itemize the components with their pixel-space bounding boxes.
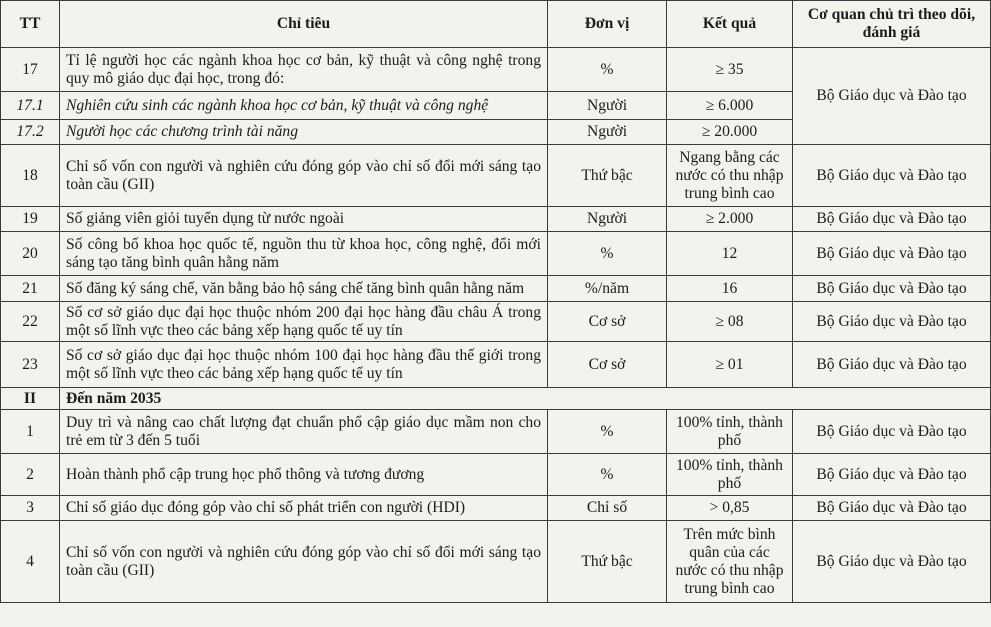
row-don-vi: % bbox=[548, 48, 667, 92]
row-chi-tieu: Số giảng viên giỏi tuyển dụng từ nước ngoài bbox=[60, 207, 548, 232]
row-ket-qua: 16 bbox=[667, 276, 793, 302]
row-don-vi: Thứ bậc bbox=[548, 521, 667, 603]
row-chi-tieu: Người học các chương trình tài năng bbox=[60, 120, 548, 145]
header-don-vi: Đơn vị bbox=[548, 1, 667, 48]
row-ket-qua: ≥ 08 bbox=[667, 302, 793, 342]
row-tt: 17.2 bbox=[1, 120, 60, 145]
row-ket-qua: ≥ 2.000 bbox=[667, 207, 793, 232]
row-don-vi: Thứ bậc bbox=[548, 145, 667, 207]
row-ket-qua: 100% tỉnh, thành phố bbox=[667, 410, 793, 454]
row-tt: 2 bbox=[1, 454, 60, 496]
table-row bbox=[1, 454, 991, 496]
row-co-quan: Bộ Giáo dục và Đào tạo bbox=[793, 302, 991, 342]
header-row bbox=[1, 1, 991, 48]
header-tt: TT bbox=[1, 1, 60, 48]
table-row bbox=[1, 302, 991, 342]
row-don-vi: Người bbox=[548, 207, 667, 232]
row-tt: 20 bbox=[1, 232, 60, 276]
row-don-vi: Người bbox=[548, 92, 667, 120]
row-don-vi: % bbox=[548, 232, 667, 276]
row-chi-tieu: Chỉ số vốn con người và nghiên cứu đóng góp vào chỉ số đổi mới sáng tạo toàn cầu (GII) bbox=[60, 145, 548, 207]
table-row bbox=[1, 276, 991, 302]
row-tt: 19 bbox=[1, 207, 60, 232]
row-co-quan: Bộ Giáo dục và Đào tạo bbox=[793, 454, 991, 496]
row-chi-tieu: Số cơ sở giáo dục đại học thuộc nhóm 100 đại học hàng đầu thế giới trong một số lĩnh vực theo các bảng xếp hạng quốc tế uy tín bbox=[60, 342, 548, 388]
row-don-vi: Cơ sở bbox=[548, 342, 667, 388]
table-row bbox=[1, 207, 991, 232]
header-co-quan: Cơ quan chủ trì theo dõi, đánh giá bbox=[793, 1, 991, 48]
row-chi-tieu: Số công bố khoa học quốc tế, nguồn thu từ khoa học, công nghệ, đổi mới sáng tạo tăng bình quân hằng năm bbox=[60, 232, 548, 276]
row-co-quan: Bộ Giáo dục và Đào tạo bbox=[793, 207, 991, 232]
row-tt: 1 bbox=[1, 410, 60, 454]
row-ket-qua: ≥ 20.000 bbox=[667, 120, 793, 145]
row-ket-qua: Ngang bằng các nước có thu nhập trung bình cao bbox=[667, 145, 793, 207]
table-row bbox=[1, 145, 991, 207]
row-tt: 17.1 bbox=[1, 92, 60, 120]
row-ket-qua: ≥ 01 bbox=[667, 342, 793, 388]
row-tt: 3 bbox=[1, 496, 60, 521]
row-tt: 22 bbox=[1, 302, 60, 342]
row-chi-tieu: Tỉ lệ người học các ngành khoa học cơ bản, kỹ thuật và công nghệ trong quy mô giáo dục đại học, trong đó: bbox=[60, 48, 548, 92]
row-co-quan: Bộ Giáo dục và Đào tạo bbox=[793, 496, 991, 521]
row-chi-tieu: Nghiên cứu sinh các ngành khoa học cơ bản, kỹ thuật và công nghệ bbox=[60, 92, 548, 120]
row-tt: 21 bbox=[1, 276, 60, 302]
row-co-quan: Bộ Giáo dục và Đào tạo bbox=[793, 276, 991, 302]
section-title: Đến năm 2035 bbox=[60, 388, 991, 410]
header-ket-qua: Kết quả bbox=[667, 1, 793, 48]
row-don-vi: % bbox=[548, 410, 667, 454]
table-row bbox=[1, 232, 991, 276]
row-co-quan: Bộ Giáo dục và Đào tạo bbox=[793, 342, 991, 388]
table-row bbox=[1, 410, 991, 454]
section-tt: II bbox=[1, 388, 60, 410]
row-chi-tieu: Số đăng ký sáng chế, văn bằng bảo hộ sáng chế tăng bình quân hằng năm bbox=[60, 276, 548, 302]
header-chi-tieu: Chỉ tiêu bbox=[60, 1, 548, 48]
row-don-vi: Người bbox=[548, 120, 667, 145]
table-row bbox=[1, 48, 991, 92]
row-ket-qua: Trên mức bình quân của các nước có thu nhập trung bình cao bbox=[667, 521, 793, 603]
row-ket-qua: 12 bbox=[667, 232, 793, 276]
row-co-quan: Bộ Giáo dục và Đào tạo bbox=[793, 410, 991, 454]
section-row bbox=[1, 388, 991, 410]
row-don-vi: Cơ sở bbox=[548, 302, 667, 342]
row-chi-tieu: Số cơ sở giáo dục đại học thuộc nhóm 200 đại học hàng đầu châu Á trong một số lĩnh vực theo các bảng xếp hạng quốc tế uy tín bbox=[60, 302, 548, 342]
table-row bbox=[1, 496, 991, 521]
row-tt: 23 bbox=[1, 342, 60, 388]
row-tt: 17 bbox=[1, 48, 60, 92]
row-co-quan: Bộ Giáo dục và Đào tạo bbox=[793, 521, 991, 603]
row-chi-tieu: Chỉ số vốn con người và nghiên cứu đóng góp vào chỉ số đổi mới sáng tạo toàn cầu (GII) bbox=[60, 521, 548, 603]
row-don-vi: % bbox=[548, 454, 667, 496]
row-ket-qua: ≥ 6.000 bbox=[667, 92, 793, 120]
row-don-vi: Chỉ số bbox=[548, 496, 667, 521]
row-ket-qua: 100% tỉnh, thành phố bbox=[667, 454, 793, 496]
row-chi-tieu: Chỉ số giáo dục đóng góp vào chỉ số phát triển con người (HDI) bbox=[60, 496, 548, 521]
row-tt: 4 bbox=[1, 521, 60, 603]
row-co-quan: Bộ Giáo dục và Đào tạo bbox=[793, 145, 991, 207]
row-ket-qua: > 0,85 bbox=[667, 496, 793, 521]
row-ket-qua: ≥ 35 bbox=[667, 48, 793, 92]
row-chi-tieu: Hoàn thành phổ cập trung học phổ thông và tương đương bbox=[60, 454, 548, 496]
row-co-quan: Bộ Giáo dục và Đào tạo bbox=[793, 48, 991, 145]
row-chi-tieu: Duy trì và nâng cao chất lượng đạt chuẩn phổ cập giáo dục mầm non cho trẻ em từ 3 đến 5 tuổi bbox=[60, 410, 548, 454]
row-don-vi: %/năm bbox=[548, 276, 667, 302]
row-tt: 18 bbox=[1, 145, 60, 207]
row-co-quan: Bộ Giáo dục và Đào tạo bbox=[793, 232, 991, 276]
table-row bbox=[1, 521, 991, 603]
table-row bbox=[1, 342, 991, 388]
